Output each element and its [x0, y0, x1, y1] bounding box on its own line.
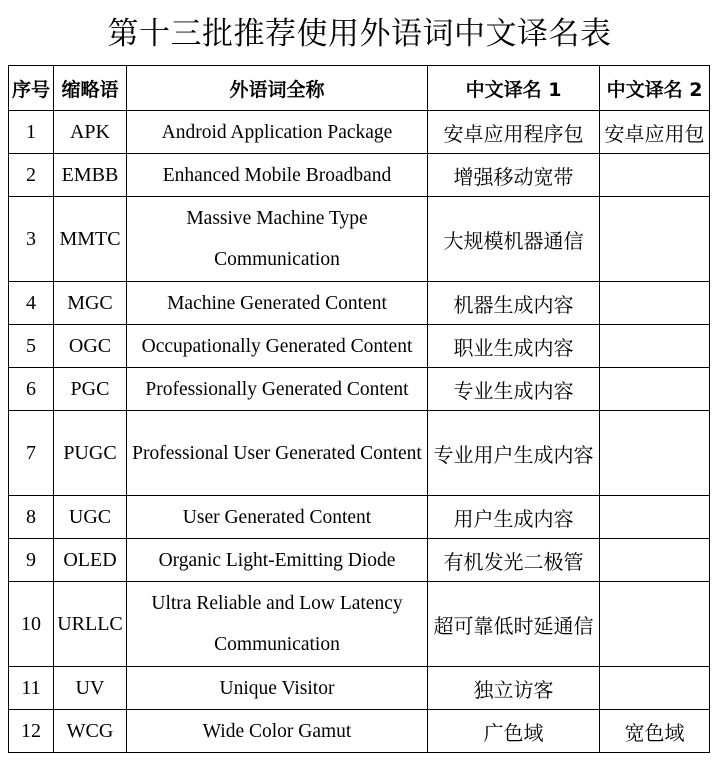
cell-serial-number: 5: [9, 325, 54, 368]
terms-table: [8, 65, 710, 753]
cell-serial-number: 9: [9, 539, 54, 582]
cell-full-name: Enhanced Mobile Broadband: [127, 154, 428, 197]
table-row: [9, 667, 710, 710]
cell-full-name: Professionally Generated Content: [127, 368, 428, 411]
cell-full-name: Android Application Package: [127, 111, 428, 154]
table-row: [9, 411, 710, 496]
cell-chinese-name-1: 用户生成内容: [428, 496, 600, 539]
cell-serial-number: 6: [9, 368, 54, 411]
cell-chinese-name-2: [600, 368, 710, 411]
header-serial-number: 序号: [9, 66, 54, 111]
cell-chinese-name-1: 职业生成内容: [428, 325, 600, 368]
cell-full-name: Organic Light-Emitting Diode: [127, 539, 428, 582]
cell-chinese-name-1: 安卓应用程序包: [428, 111, 600, 154]
cell-chinese-name-2: [600, 582, 710, 667]
cell-serial-number: 12: [9, 710, 54, 753]
table-row: [9, 539, 710, 582]
cell-abbreviation: PGC: [54, 368, 127, 411]
cell-full-name: User Generated Content: [127, 496, 428, 539]
cell-serial-number: 2: [9, 154, 54, 197]
header-chinese-name-1: 中文译名 1: [428, 66, 600, 111]
cell-chinese-name-2: [600, 411, 710, 496]
header-abbreviation: 缩略语: [54, 66, 127, 111]
cell-chinese-name-2: [600, 154, 710, 197]
cell-abbreviation: URLLC: [54, 582, 127, 667]
cell-abbreviation: UV: [54, 667, 127, 710]
cell-abbreviation: PUGC: [54, 411, 127, 496]
cell-abbreviation: OGC: [54, 325, 127, 368]
cell-serial-number: 11: [9, 667, 54, 710]
cell-serial-number: 1: [9, 111, 54, 154]
table-row: [9, 496, 710, 539]
cell-serial-number: 8: [9, 496, 54, 539]
cell-chinese-name-2: [600, 667, 710, 710]
cell-chinese-name-2: [600, 325, 710, 368]
cell-abbreviation: MGC: [54, 282, 127, 325]
table-row: [9, 710, 710, 753]
cell-serial-number: 10: [9, 582, 54, 667]
page-title: 第十三批推荐使用外语词中文译名表: [107, 16, 612, 52]
cell-chinese-name-1: 广色域: [428, 710, 600, 753]
table-row: [9, 111, 710, 154]
table-row: [9, 325, 710, 368]
cell-chinese-name-1: 独立访客: [428, 667, 600, 710]
cell-abbreviation: UGC: [54, 496, 127, 539]
table-row: [9, 197, 710, 282]
cell-abbreviation: MMTC: [54, 197, 127, 282]
cell-chinese-name-2: [600, 282, 710, 325]
cell-chinese-name-1: 专业生成内容: [428, 368, 600, 411]
cell-chinese-name-1: 专业用户生成内容: [428, 411, 600, 496]
table-header-row: [9, 66, 710, 111]
cell-serial-number: 7: [9, 411, 54, 496]
table-row: [9, 582, 710, 667]
cell-full-name: Professional User Generated Content: [127, 411, 428, 496]
cell-abbreviation: EMBB: [54, 154, 127, 197]
cell-chinese-name-2: [600, 539, 710, 582]
cell-chinese-name-1: 增强移动宽带: [428, 154, 600, 197]
cell-abbreviation: WCG: [54, 710, 127, 753]
table-row: [9, 368, 710, 411]
table-row: [9, 282, 710, 325]
cell-full-name: Massive Machine Type Communication: [127, 197, 428, 282]
cell-serial-number: 4: [9, 282, 54, 325]
header-full-name: 外语词全称: [127, 66, 428, 111]
cell-abbreviation: OLED: [54, 539, 127, 582]
cell-full-name: Ultra Reliable and Low Latency Communication: [127, 582, 428, 667]
cell-serial-number: 3: [9, 197, 54, 282]
cell-full-name: Wide Color Gamut: [127, 710, 428, 753]
cell-abbreviation: APK: [54, 111, 127, 154]
cell-full-name: Machine Generated Content: [127, 282, 428, 325]
cell-chinese-name-2: [600, 197, 710, 282]
cell-chinese-name-1: 机器生成内容: [428, 282, 600, 325]
cell-chinese-name-2: 宽色域: [600, 710, 710, 753]
table-row: [9, 154, 710, 197]
cell-chinese-name-1: 大规模机器通信: [428, 197, 600, 282]
cell-chinese-name-2: 安卓应用包: [600, 111, 710, 154]
cell-chinese-name-2: [600, 496, 710, 539]
cell-full-name: Unique Visitor: [127, 667, 428, 710]
cell-chinese-name-1: 有机发光二极管: [428, 539, 600, 582]
cell-full-name: Occupationally Generated Content: [127, 325, 428, 368]
header-chinese-name-2: 中文译名 2: [600, 66, 710, 111]
cell-chinese-name-1: 超可靠低时延通信: [428, 582, 600, 667]
